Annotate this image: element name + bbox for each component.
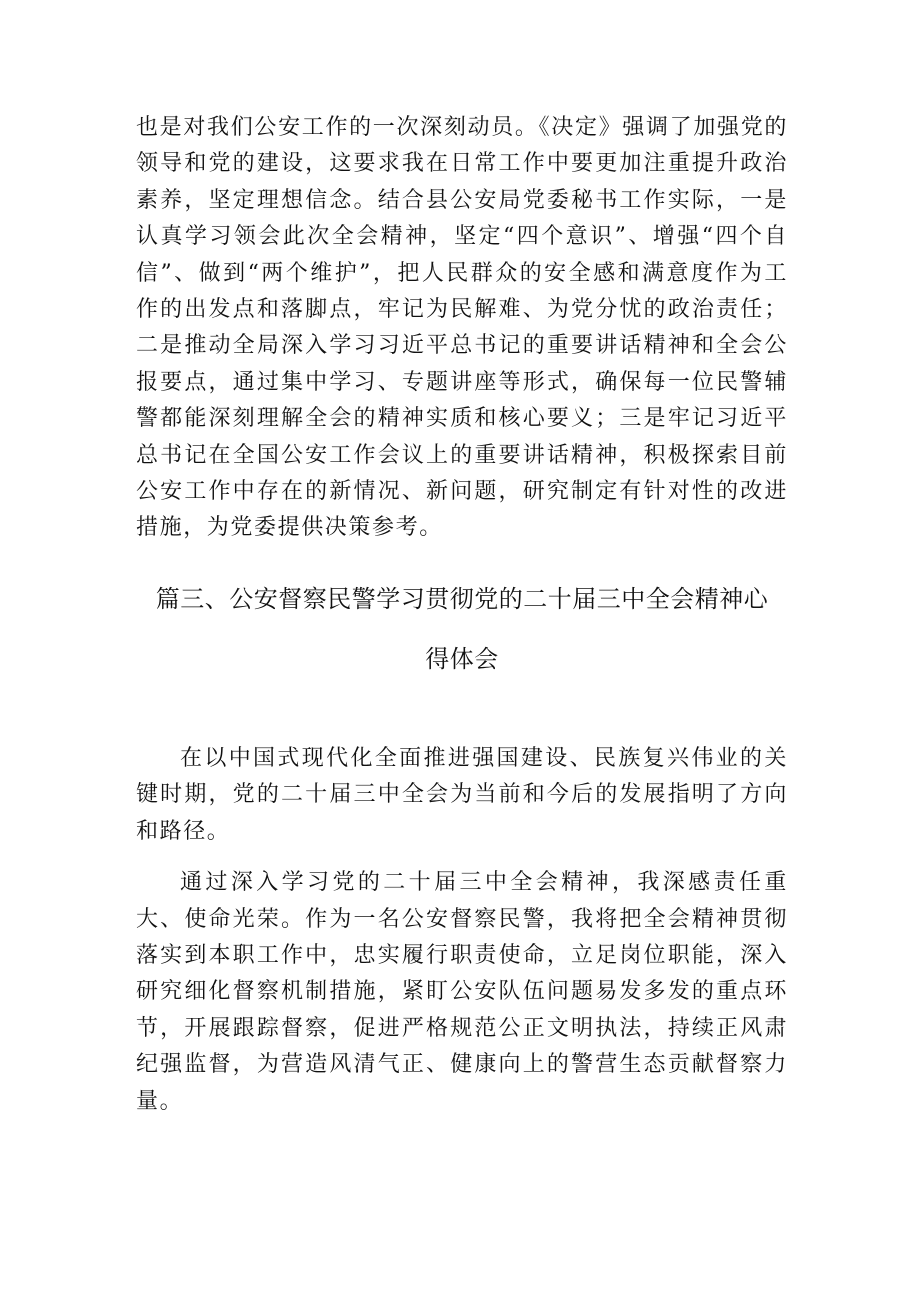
section-heading xyxy=(136,569,788,689)
spacer xyxy=(136,689,788,741)
spacer xyxy=(136,850,788,865)
section-heading-line-1: 篇三、公安督察民警学习贯彻党的二十届三中全会精神心 xyxy=(155,584,769,613)
body-paragraph-1: 在以中国式现代化全面推进强国建设、民族复兴伟业的关键时期，党的二十届三中全会为当前和今后的发展指明了方向和路径。 xyxy=(136,745,788,844)
spacer xyxy=(136,547,788,569)
section-heading-line-2: 得体会 xyxy=(425,644,499,673)
continuation-paragraph: 也是对我们公安工作的一次深刻动员。《决定》强调了加强党的领导和党的建设，这要求我在日常工作中要更加注重提升政治素养，坚定理想信念。结合县公安局党委秘书工作实际，一是认真学习领会此次全会精神，坚定“四个意识”、增强“四个自信”、做到“两个维护”，把人民群众的安全感和满意度作为工作的出发点和落脚点，牢记为民解难、为党分忧的政治责任；二是推动全局深入学习习近平总书记的重要讲话精神和全会公报要点，通过集中学习、专题讲座等形式，确保每一位民警辅警都能深刻理解全会的精神实质和核心要义；三是牢记习近平总书记在全国公安工作会议上的重要讲话精神，积极探索目前公安工作中存在的新情况、新问题，研究制定有针对性的改进措施，为党委提供决策参考。 xyxy=(136,115,788,541)
document-page xyxy=(136,110,788,1120)
body-paragraph-2: 通过深入学习党的二十届三中全会精神，我深感责任重大、使命光荣。作为一名公安督察民警，我将把全会精神贯彻落实到本职工作中，忠实履行职责使命，立足岗位职能，深入研究细化督察机制措施，紧盯公安队伍问题易发多发的重点环节，开展跟踪督察，促进严格规范公正文明执法，持续正风肃纪强监督，为营造风清气正、健康向上的警营生态贡献督察力量。 xyxy=(136,870,788,1114)
